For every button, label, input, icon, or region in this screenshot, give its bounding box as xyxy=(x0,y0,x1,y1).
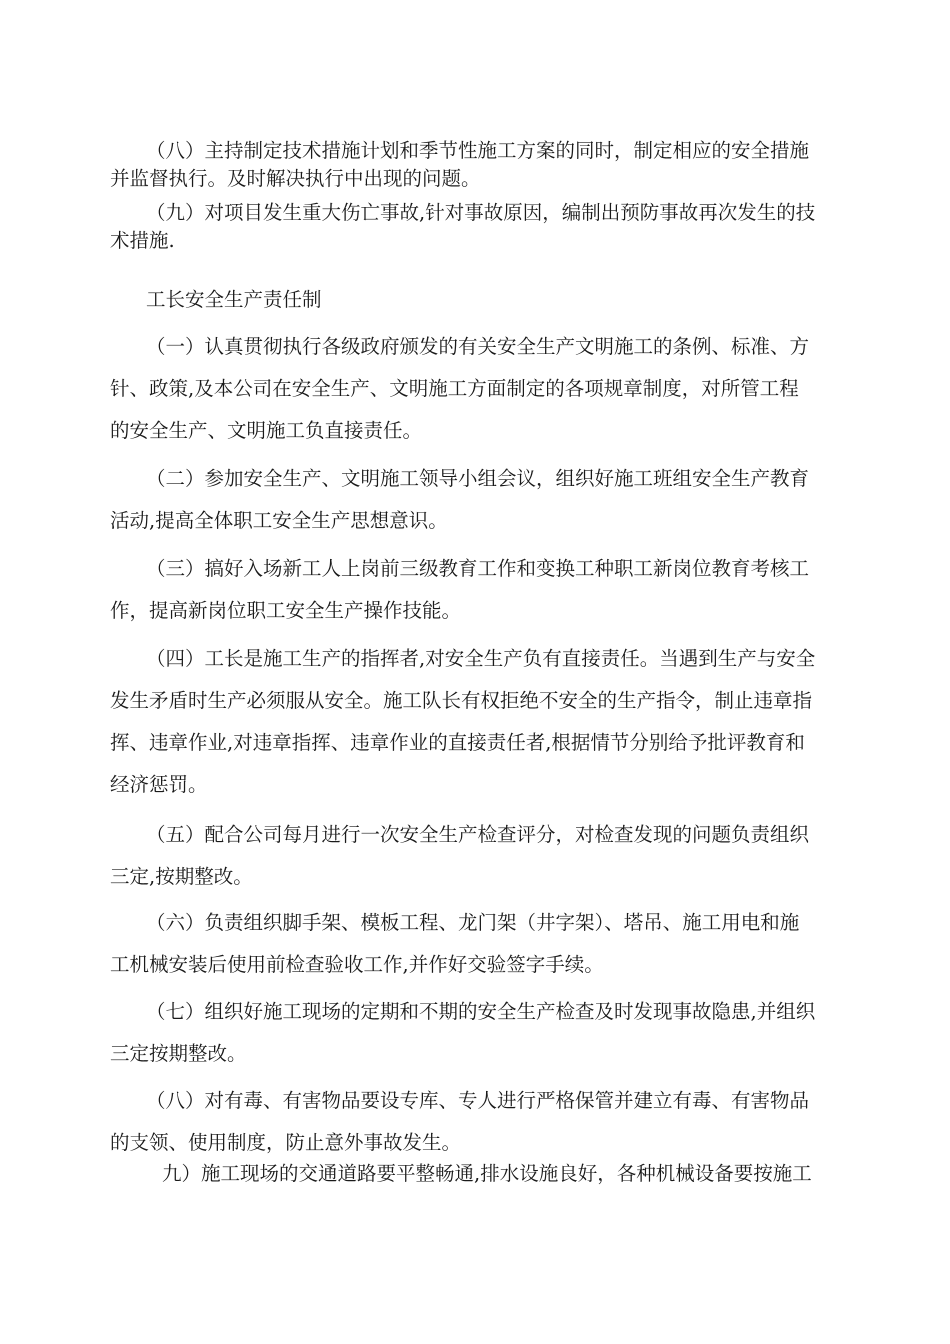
paragraph-foreman-duty-2 xyxy=(110,465,840,535)
text-line: （六）负责组织脚手架、模板工程、龙门架（井字架）、塔吊、施工用电和施 xyxy=(146,911,800,934)
text-line: 作，提高新岗位职工安全生产操作技能。 xyxy=(110,599,462,622)
paragraph-foreman-duty-5 xyxy=(110,821,840,891)
section-heading-foreman-responsibility xyxy=(110,286,840,314)
section-heading: 工长安全生产责任制 xyxy=(146,288,322,311)
text-line: （七）组织好施工现场的定期和不期的安全生产检查及时发现事故隐患,并组织 xyxy=(146,1000,816,1023)
text-line: 活动,提高全体职工安全生产思想意识。 xyxy=(110,509,448,532)
text-line: 挥、违章作业,对违章指挥、违章作业的直接责任者,根据情节分别给予批评教育和 xyxy=(110,731,805,754)
paragraph-foreman-duty-7 xyxy=(110,998,840,1068)
paragraph-foreman-duty-6 xyxy=(110,909,840,979)
text-line: 并监督执行。及时解决执行中出现的问题。 xyxy=(110,167,481,190)
paragraph-duty-8-tech-measures xyxy=(110,137,840,193)
text-line: 的支领、使用制度，防止意外事故发生。 xyxy=(110,1131,462,1154)
paragraph-duty-9-accident-measures xyxy=(110,199,840,255)
paragraph-foreman-duty-8 xyxy=(110,1087,840,1157)
text-line: 工机械安装后使用前检查验收工作,并作好交验签字手续。 xyxy=(110,953,604,976)
paragraph-foreman-duty-3 xyxy=(110,555,840,625)
text-line: 经济惩罚。 xyxy=(110,773,208,796)
paragraph-foreman-duty-1 xyxy=(110,333,840,445)
paragraph-foreman-duty-9 xyxy=(110,1160,840,1188)
text-line: 九）施工现场的交通道路要平整畅通,排水设施良好，各种机械设备要按施工 xyxy=(162,1162,812,1185)
text-line: （一）认真贯彻执行各级政府颁发的有关安全生产文明施工的条例、标准、方 xyxy=(146,335,810,358)
paragraph-foreman-duty-4 xyxy=(110,645,840,799)
text-line: （五）配合公司每月进行一次安全生产检查评分，对检查发现的问题负责组织 xyxy=(146,823,810,846)
text-line: （四）工长是施工生产的指挥者,对安全生产负有直接责任。当遇到生产与安全 xyxy=(146,647,816,670)
text-line: （二）参加安全生产、文明施工领导小组会议，组织好施工班组安全生产教育 xyxy=(146,467,810,490)
text-line: 三定按期整改。 xyxy=(110,1042,247,1065)
text-line: （三）搞好入场新工人上岗前三级教育工作和变换工种职工新岗位教育考核工 xyxy=(146,557,810,580)
text-line: 术措施. xyxy=(110,229,175,252)
text-line: 针、政策,及本公司在安全生产、文明施工方面制定的各项规章制度，对所管工程 xyxy=(110,377,799,400)
text-line: 的安全生产、文明施工负直接责任。 xyxy=(110,419,423,442)
text-line: 三定,按期整改。 xyxy=(110,865,253,888)
text-line: 发生矛盾时生产必须服从安全。施工队长有权拒绝不安全的生产指令，制止违章指 xyxy=(110,689,813,712)
text-line: （八）对有毒、有害物品要设专库、专人进行严格保管并建立有毒、有害物品 xyxy=(146,1089,810,1112)
text-line: （八）主持制定技术措施计划和季节性施工方案的同时，制定相应的安全措施 xyxy=(146,139,810,162)
text-line: （九）对项目发生重大伤亡事故,针对事故原因，编制出预防事故再次发生的技 xyxy=(146,201,816,224)
